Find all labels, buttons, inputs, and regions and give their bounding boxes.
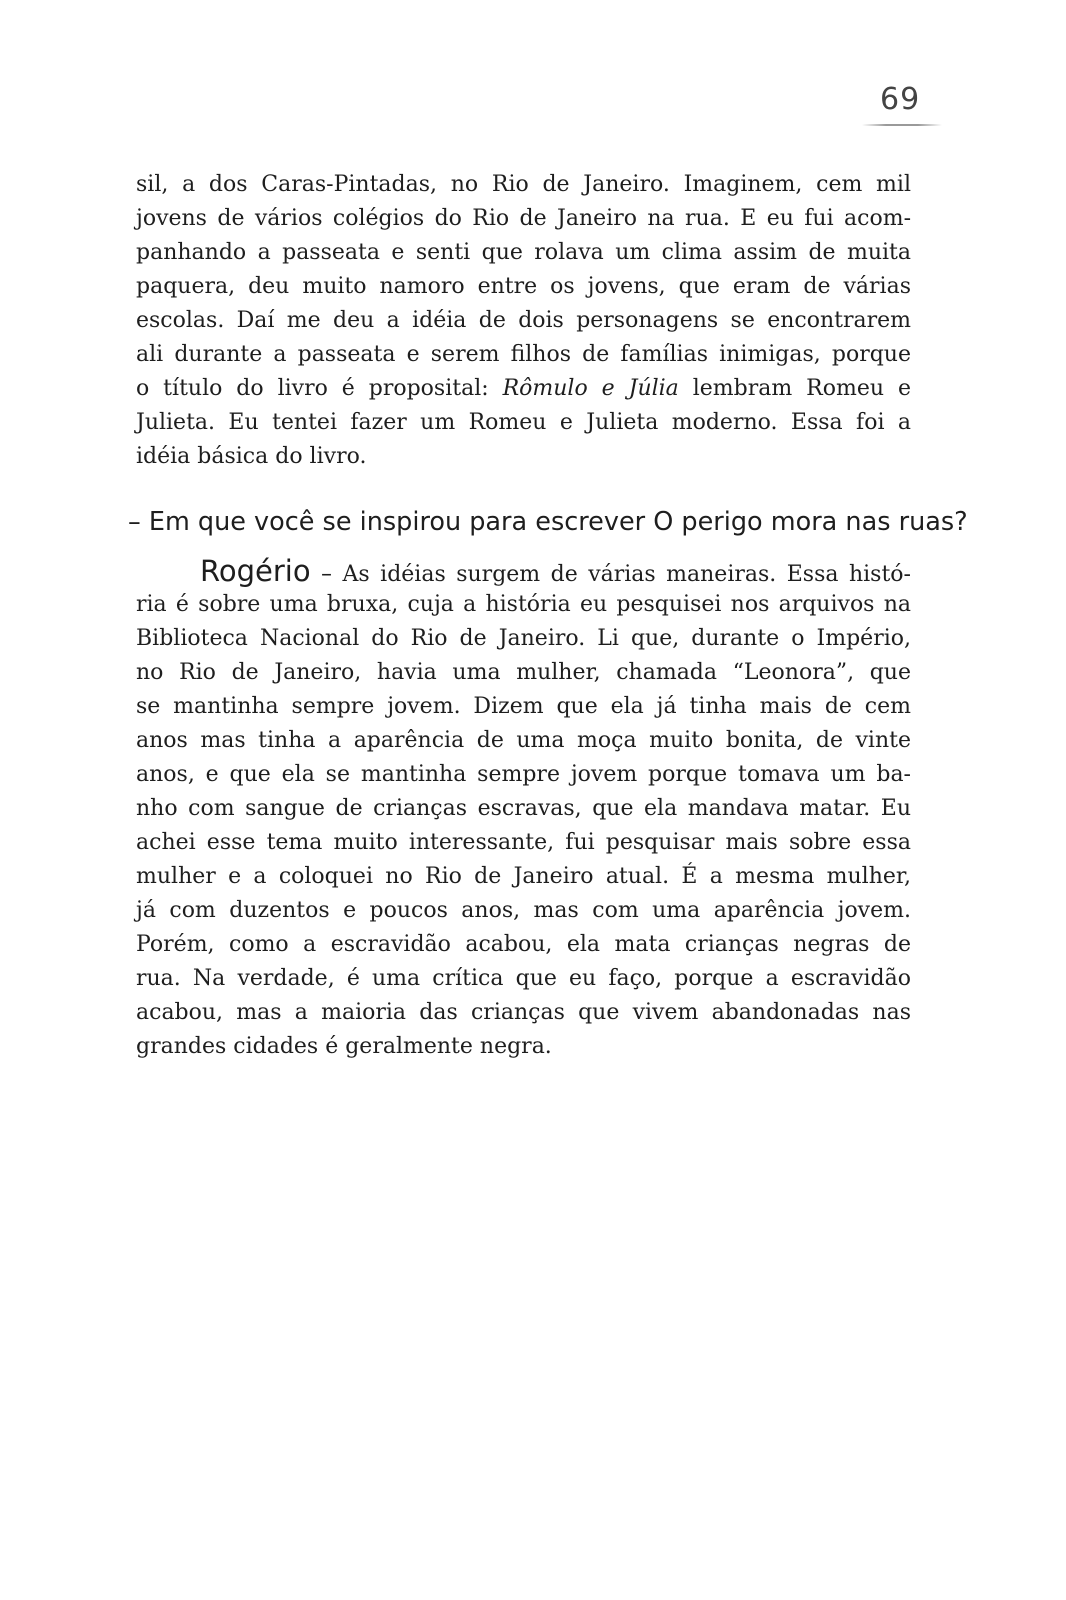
paragraph-line: escolas. Daí me deu a idéia de dois personagens se encontrarem [136,308,911,333]
paragraph-line: Biblioteca Nacional do Rio de Janeiro. Li que, durante o Império, [136,626,911,651]
book-title: Rômulo e Júlia [502,376,679,401]
paragraph-line: idéia básica do livro. [136,444,367,469]
answer-first-text: As idéias surgem de várias maneiras. Essa histó- [342,562,911,587]
paragraph-line: mulher e a coloquei no Rio de Janeiro atual. É a mesma mulher, [136,864,911,889]
speaker-dash: – [310,562,343,587]
line-suffix: lembram Romeu e [678,376,911,401]
paragraph-line: ria é sobre uma bruxa, cuja a história eu pesquisei nos arquivos na [136,592,911,617]
paragraph-line: grandes cidades é geralmente negra. [136,1034,552,1059]
paragraph-line: panhando a passeata e senti que rolava um clima assim de muita [136,240,911,265]
page-number-rule [862,124,942,126]
paragraph-line: anos, e que ela se mantinha sempre jovem porque tomava um ba- [136,762,911,787]
paragraph-line: jovens de vários colégios do Rio de Janeiro na rua. E eu fui acom- [136,206,911,231]
paragraph-line: já com duzentos e poucos anos, mas com uma aparência jovem. [136,898,911,923]
paragraph-line: achei esse tema muito interessante, fui pesquisar mais sobre essa [136,830,911,855]
paragraph-line: no Rio de Janeiro, havia uma mulher, chamada “Leonora”, que [136,660,911,685]
interview-question: – Em que você se inspirou para escrever O perigo mora nas ruas? [128,507,968,537]
paragraph-line: anos mas tinha a aparência de uma moça muito bonita, de vinte [136,728,911,753]
paragraph-line: sil, a dos Caras-Pintadas, no Rio de Janeiro. Imaginem, cem mil [136,172,911,197]
paragraph-line-with-title [136,372,911,406]
paragraph-line: paquera, deu muito namoro entre os jovens, que eram de várias [136,274,911,299]
page-number: 69 [880,82,921,117]
paragraph-line: nho com sangue de crianças escravas, que ela mandava matar. Eu [136,796,911,821]
answer-first-line [136,554,911,588]
paragraph-line: acabou, mas a maioria das crianças que vivem abandonadas nas [136,1000,911,1025]
paragraph-line: se mantinha sempre jovem. Dizem que ela já tinha mais de cem [136,694,911,719]
paragraph-line: Julieta. Eu tentei fazer um Romeu e Julieta moderno. Essa foi a [136,410,911,435]
answer-paragraph [136,554,911,1064]
line-prefix: o título do livro é proposital: [136,376,503,401]
paragraph-line: rua. Na verdade, é uma crítica que eu faço, porque a escravidão [136,966,911,991]
paragraph-line: ali durante a passeata e serem filhos de famílias inimigas, porque [136,342,911,367]
speaker-name: Rogério [200,554,311,588]
intro-paragraph [136,168,911,474]
paragraph-line: Porém, como a escravidão acabou, ela mata crianças negras de [136,932,911,957]
